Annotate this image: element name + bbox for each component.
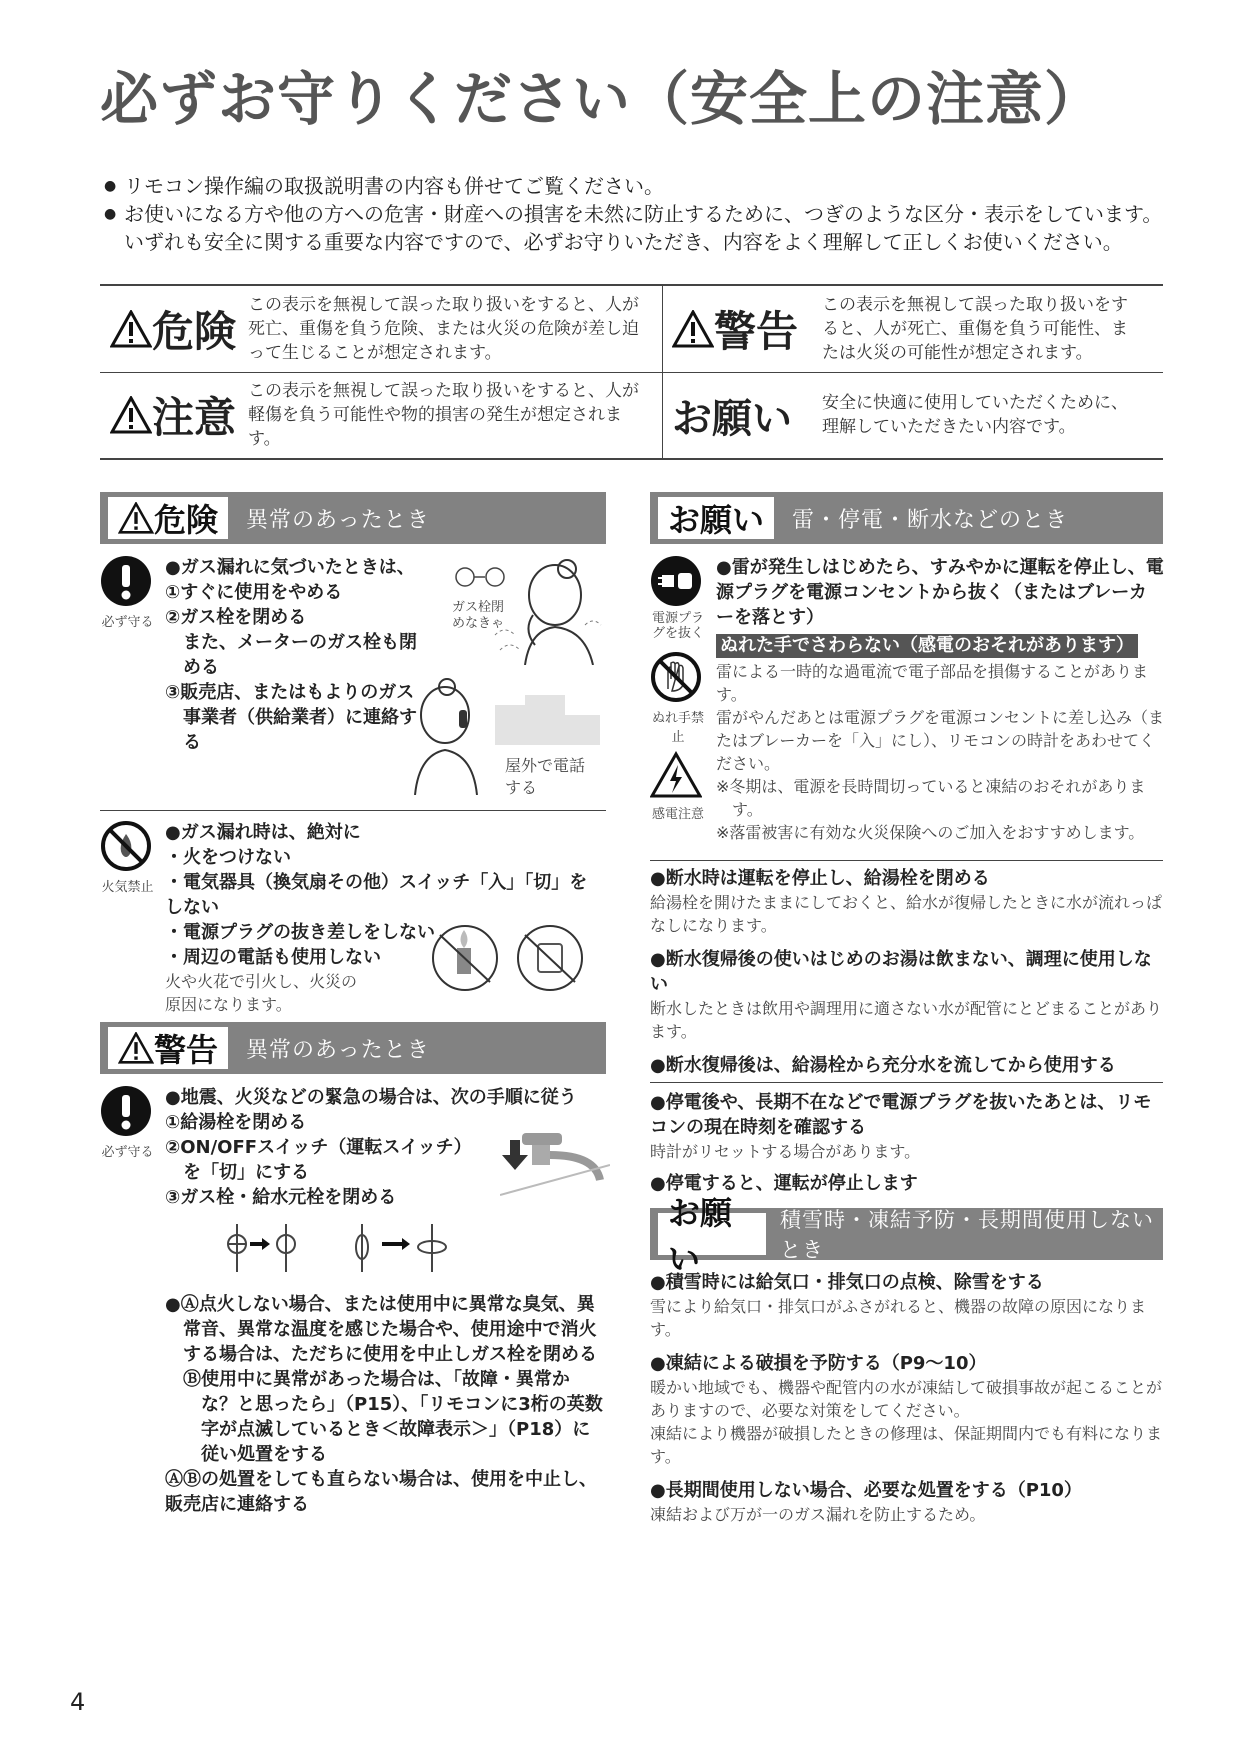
phone-outside-caption: 屋外で電話する [505,756,586,797]
emergency-step-3: ③ガス栓・給水元栓を閉める [165,1187,397,1208]
legend-caution-desc: この表示を無視して誤った取り扱いをすると、人が軽傷を負う可能性や物的損害の発生が想定されます。 [248,381,639,449]
legend-danger-label: 危険 [152,307,237,356]
electric-shock-icon [650,751,702,799]
warning-triangle-icon [110,310,152,348]
abnormal-instructions [165,1292,605,1517]
warning-section-header [100,1022,606,1074]
emergency-step-1: ①給湯栓を閉める [165,1112,307,1133]
no-wet-hands-label: ぬれ手禁止 [651,711,704,745]
snow-text: 雪により給気口・排気口がふさがれると、機器の故障の原因になります。 [650,1297,1147,1339]
intro-bullet-2-cont: いずれも安全に関する重要な内容ですので、必ずお守りいただき、内容をよく理解して正しくお使いください。 [124,230,1123,254]
no-fire-label: 火気禁止 [101,880,154,895]
thunder-para-1: 雷による一時的な過電流で電子部品を損傷することがあります。 [716,662,1149,704]
danger-subtitle: 異常のあったとき [246,507,430,533]
faucet-illustration [500,1125,610,1200]
legend-caution-label: 注意 [152,393,237,442]
instruction-ab: ⒶⒷの処置をしても直らない場合は、使用を中止し、販売店に連絡する [165,1469,597,1515]
unplug-label: 電源プラグを抜く [651,611,704,641]
legend-caution [110,372,655,458]
no-wet-hands-icon [650,651,702,703]
danger-section-header [100,492,606,544]
gas-leak-step-2: ②ガス栓を閉める [165,607,307,628]
legend-request [672,372,1152,458]
power-1-title: ●停電後や、長期不在などで電源プラグを抜いたあとは、リモコンの現在時刻を確認する [650,1092,1152,1138]
request-subtitle-2: 積雪時・凍結予防・長期間使用しないとき [779,1208,1154,1262]
thunder-note-2: ※落雷被害に有効な火災保険へのご加入をおすすめします。 [716,823,1145,842]
warning-triangle-icon [118,1032,154,1064]
warning-triangle-icon [118,502,154,534]
request-icons [650,555,706,822]
must-do-icon [100,555,152,607]
instruction-a: ●Ⓐ点火しない場合、または使用中に異常な臭気、異常音、異常な温度を感じた場合や、使用途中で消火する場合は、ただちに使用を中止しガス栓を閉める [165,1294,597,1365]
emergency-title: ●地震、火災などの緊急の場合は、次の手順に従う [165,1087,577,1108]
electric-shock-label: 感電注意 [651,807,704,822]
must-do-label: 必ず守る [101,1145,154,1160]
request-tag-1: お願い [658,497,774,539]
legend-warning-label: 警告 [714,307,799,356]
must-do-icon-block [100,555,155,630]
instruction-b: Ⓑ使用中に異常があった場合は、「故障・異常かな？と思ったら」（P15）、「リモコンに3桁の英数字が点滅しているとき＜故障表示＞」（P18）に従い処置をする [183,1369,603,1465]
warning-triangle-icon [110,396,152,434]
thunder-title: ●雷が発生しはじめたら、すみやかに運転を停止し、電源プラグを電源コンセントから抜く（またはブレーカーを落とす） [716,557,1164,628]
never-title: ●ガス漏れ時は、絶対に [165,822,361,843]
legend-request-desc: 安全に快適に使用していただくために、理解していただきたい内容です。 [822,393,1128,437]
page-number: 4 [70,1688,86,1716]
water-3-title: ●断水復帰後は、給湯栓から充分水を流してから使用する [650,1055,1116,1076]
water-outage-block [650,866,1163,1078]
unplug-icon [650,555,702,607]
water-2-text: 断水したときは飲用や調理用に適さない水が配管にとどまることがあります。 [650,999,1163,1041]
must-do-label: 必ず守る [101,615,154,630]
must-do-icon [100,1085,152,1137]
valve-close-illustration [222,1222,482,1274]
gas-leak-step-2b: また、メーターのガス栓も閉める [183,632,417,678]
wet-hands-warning-bar: ぬれた手でさわらない（感電のおそれがあります） [716,634,1138,658]
must-do-icon-block-2 [100,1085,155,1160]
power-1-text: 時計がリセットする場合があります。 [650,1142,921,1161]
legend-request-label: お願い [672,395,792,442]
water-2-title: ●断水復帰後の使いはじめのお湯は飲まない、調理に使用しない [650,949,1152,995]
long-unused-title: ●長期間使用しない場合、必要な処置をする（P10） [650,1480,1082,1501]
gas-leak-step-3: ③販売店、またはもよりのガス事業者（供給業者）に連絡する [165,682,417,753]
no-spark-illustration [425,920,600,995]
intro-notes [104,172,1174,256]
power-outage-block [650,1090,1163,1196]
never-note: 火や火花で引火し、火災の原因になります。 [165,972,358,1014]
gas-valve-caption: ガス栓閉めなきゃ [451,600,504,631]
thunder-para-2: 雷がやんだあとは電源プラグを電源コンセントに差し込み（またはブレーカーを「入」にし）、リモコンの時計をあわせてください。 [716,708,1165,773]
danger-tag: 危険 [154,501,219,539]
emergency-step-2: ②ON/OFFスイッチ（運転スイッチ）を「切」にする [165,1137,472,1183]
page-title: 必ずお守りください（安全上の注意） [100,65,1104,133]
freeze-text-2: 凍結により機器が破損したときの修理は、保証期間内でも有料になります。 [650,1424,1163,1466]
never-item-4: ・周辺の電話も使用しない [165,947,381,968]
thunder-block [716,555,1164,844]
snow-title: ●積雪時には給気口・排気口の点検、除雪をする [650,1272,1044,1293]
power-2-title: ●停電すると、運転が停止します [650,1173,918,1194]
gas-leak-steps [165,555,420,755]
no-fire-icon-block [100,820,155,895]
water-1-text: 給湯栓を開けたままにしておくと、給水が復帰したときに水が流れっぱなしになります。 [650,893,1163,935]
never-item-1: ・火をつけない [165,847,291,868]
legend-danger-desc: この表示を無視して誤った取り扱いをすると、人が死亡、重傷を負う危険、または火災の危険が差し迫って生じることが想定されます。 [248,295,639,363]
warning-tag: 警告 [154,1031,219,1069]
intro-bullet-2: ● お使いになる方や他の方への危害・財産への損害を未然に防止するために、つぎのような区分・表示をしています。 [104,200,1174,228]
signal-word-legend [100,284,1163,460]
winter-block [650,1270,1163,1526]
legend-warning [672,286,1152,372]
warning-triangle-icon [672,310,714,348]
legend-danger [110,286,655,372]
warning-subtitle: 異常のあったとき [246,1037,430,1063]
request-tag-2: お願い [658,1213,766,1255]
request-subtitle-1: 雷・停電・断水などのとき [792,507,1069,533]
freeze-text-1: 暖かい地域でも、機器や配管内の水が凍結して破損事故が起こることがありますので、必要な対策をしてください。 [650,1378,1163,1420]
gas-leak-step-1: ①すぐに使用をやめる [165,582,343,603]
request-section-header-2 [650,1194,1163,1278]
thunder-note-1: ※冬期は、電源を長時間切っていると凍結のおそれがあります。 [716,777,1146,819]
long-unused-text: 凍結および万が一のガス漏れを防止するため。 [650,1505,986,1524]
no-fire-icon [100,820,152,872]
never-item-3: ・電源プラグの抜き差しをしない [165,922,435,943]
legend-warning-desc: この表示を無視して誤った取り扱いをすると、人が死亡、重傷を負う可能性、または火災の可能性が想定されます。 [822,295,1128,363]
intro-bullet-1: ● リモコン操作編の取扱説明書の内容も併せてご覧ください。 [104,172,1174,200]
water-1-title: ●断水時は運転を停止し、給湯栓を閉める [650,868,990,889]
never-item-2: ・電気器具（換気扇その他）スイッチ「入」「切」をしない [165,872,588,918]
request-section-header-1 [650,492,1163,544]
freeze-title: ●凍結による破損を予防する（P9〜10） [650,1353,987,1374]
gas-leak-title: ●ガス漏れに気づいたときは、 [165,557,415,578]
